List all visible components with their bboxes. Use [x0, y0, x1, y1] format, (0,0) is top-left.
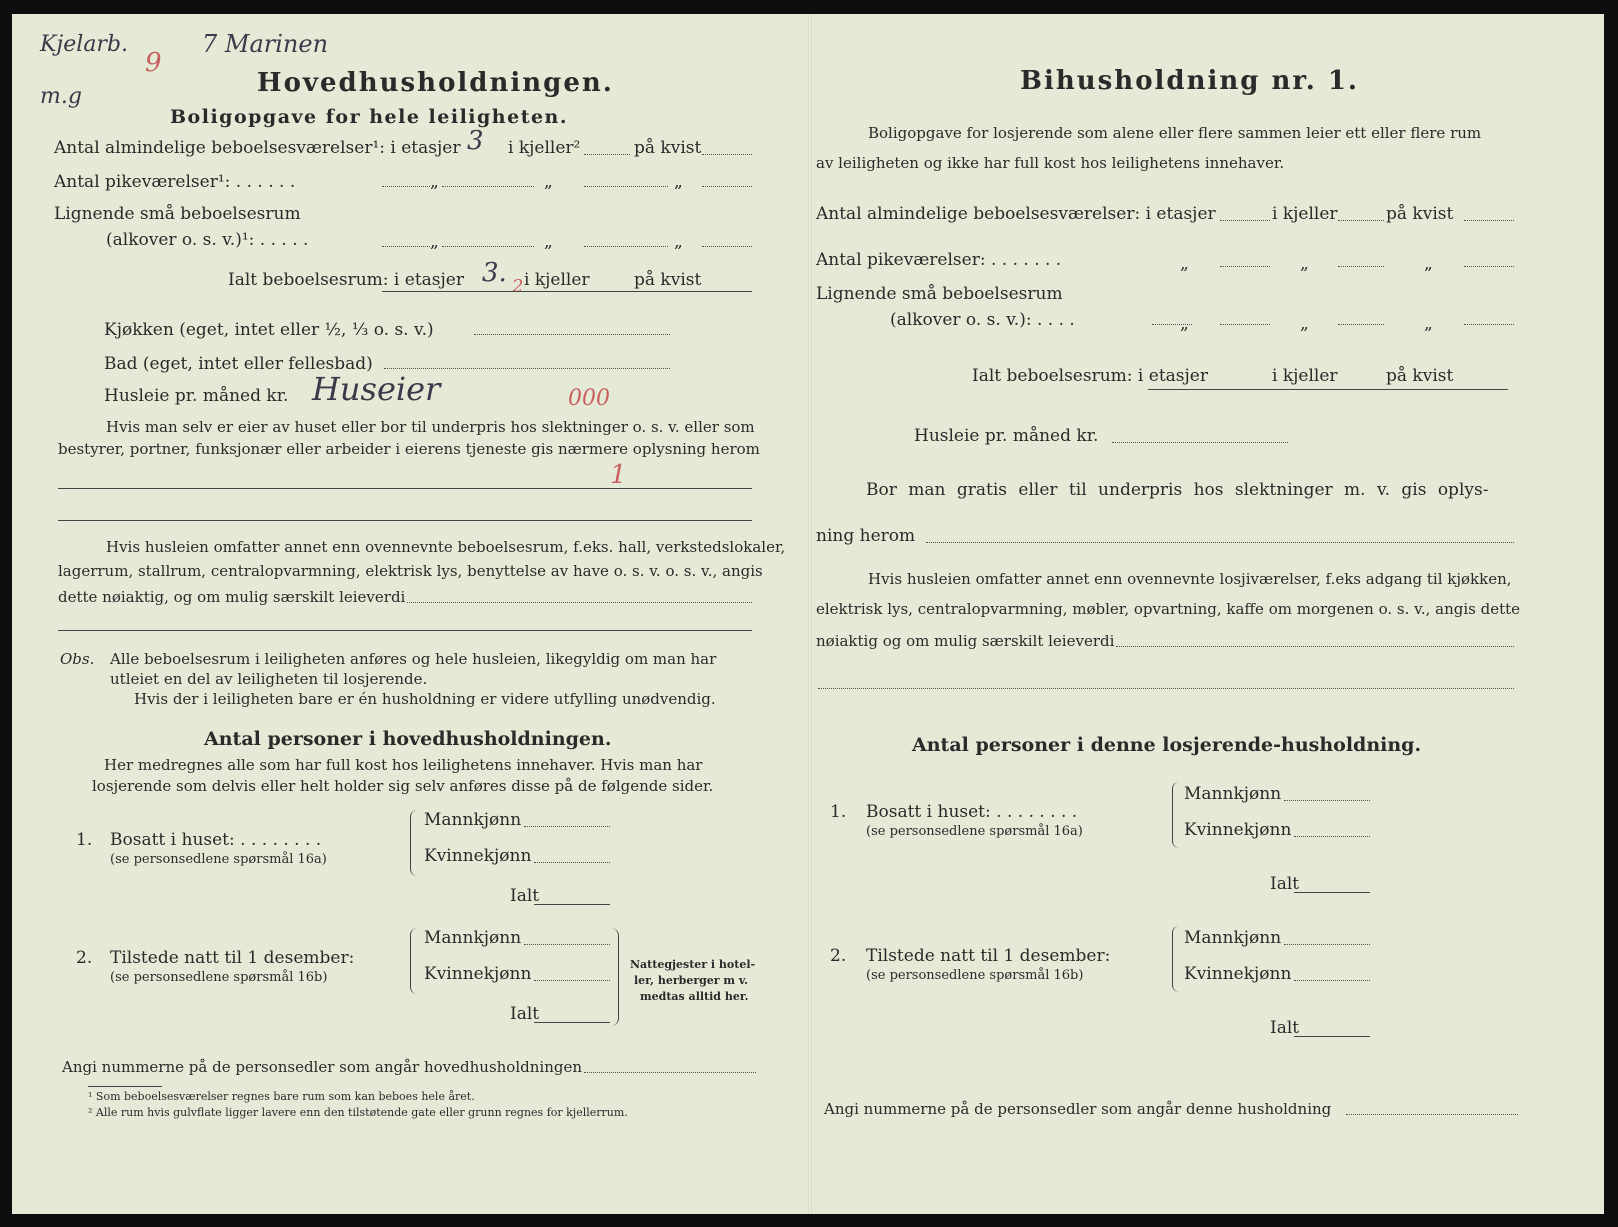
right-gratis2: ning herom	[816, 526, 916, 546]
right-angi: Angi nummerne på de personsedler som angår denne husholdning	[824, 1100, 1332, 1118]
ditto-mark: „	[1180, 314, 1189, 334]
nattegjester-note-2: ler, herberger m v.	[634, 974, 749, 987]
ditto-mark: „	[430, 232, 439, 252]
right-q1-kvinne: Kvinnekjønn	[1184, 820, 1292, 840]
handwritten-husleie: Huseier	[312, 370, 441, 408]
right-row1-kjeller: i kjeller	[1272, 204, 1338, 224]
left-hvis2b: lagerrum, stallrum, centralopvarmning, elektrisk lys, benyttelse av have o. s. v. o. s. v., angis	[58, 562, 763, 580]
nattegjester-note-3: medtas alltid her.	[640, 990, 749, 1003]
ditto-mark: „	[1424, 254, 1433, 274]
right-row3-sub: (alkover o. s. v.): . . . .	[890, 310, 1075, 330]
left-row1-kvist: på kvist	[634, 138, 702, 158]
right-q2-mann: Mannkjønn	[1184, 928, 1282, 948]
footnote-1: ¹ Som beboelsesværelser regnes bare rum som kan beboes hele året.	[88, 1090, 475, 1103]
right-intro2: av leiligheten og ikke har full kost hos leilighetens innehaver.	[816, 154, 1285, 172]
left-q1-mann: Mannkjønn	[424, 810, 522, 830]
handwritten-red-note: 000	[568, 386, 610, 411]
left-q1-ref: (se personsedlene spørsmål 16a)	[110, 852, 327, 867]
handwritten-mark: 2	[512, 276, 524, 297]
handwritten-note: 7 Marinen	[202, 30, 329, 58]
left-row2-label: Antal pikeværelser¹: . . . . . .	[54, 172, 296, 192]
right-q2-ref: (se personsedlene spørsmål 16b)	[866, 968, 1084, 983]
left-husleie: Husleie pr. måned kr.	[104, 386, 289, 406]
right-hvis1: Hvis husleien omfatter annet enn ovennevnte losjiværelser, f.eks adgang til kjøkken,	[868, 570, 1512, 588]
left-obs1: Alle beboelsesrum i leiligheten anføres og hele husleien, likegyldig om man har	[110, 650, 717, 668]
left-obs3: Hvis der i leiligheten bare er én husholdning er videre utfylling unødvendig.	[134, 690, 716, 708]
page-fold	[808, 14, 812, 1214]
right-q2-ialt: Ialt	[1270, 1018, 1300, 1038]
ditto-mark: „	[674, 172, 683, 192]
q2-number: 2.	[830, 946, 847, 966]
right-q1-label: Bosatt i huset: . . . . . . . .	[866, 802, 1078, 822]
right-row3-label: Lignende små beboelsesrum	[816, 284, 1063, 304]
handwritten-ialt-etasjer: 3.	[482, 258, 507, 288]
right-persons-title: Antal personer i denne losjerende-husholdning.	[912, 734, 1422, 756]
q1-number: 1.	[76, 830, 93, 850]
handwritten-note: Kjelarb.	[40, 32, 129, 57]
right-q1-mann: Mannkjønn	[1184, 784, 1282, 804]
handwritten-etasjer: 3	[467, 126, 484, 156]
left-subtitle: Boligopgave for hele leiligheten.	[170, 106, 568, 128]
left-q2-kvinne: Kvinnekjønn	[424, 964, 532, 984]
right-hvis2: elektrisk lys, centralopvarmning, møbler, opvartning, kaffe om morgenen o. s. v., angis dette	[816, 600, 1521, 618]
right-q2-label: Tilstede natt til 1 desember:	[866, 946, 1111, 966]
q2-number: 2.	[76, 948, 93, 968]
left-persons-p1: Her medregnes alle som har full kost hos leilighetens innehaver. Hvis man har	[104, 756, 703, 774]
left-row3-label: Lignende små beboelsesrum	[54, 204, 301, 224]
left-ialt-kvist: på kvist	[634, 270, 702, 290]
right-intro1: Boligopgave for losjerende som alene eller flere sammen leier ett eller flere rum	[868, 124, 1482, 142]
left-row1-kjeller: i kjeller²	[508, 138, 581, 158]
right-ialt-kjeller: i kjeller	[1272, 366, 1338, 386]
right-row1-label: Antal almindelige beboelsesværelser: i etasjer	[816, 204, 1216, 224]
ditto-mark: „	[1424, 314, 1433, 334]
left-row3-sub: (alkover o. s. v.)¹: . . . . .	[106, 230, 309, 250]
footnote-2: ² Alle rum hvis gulvflate ligger lavere enn den tilstøtende gate eller grunn regnes for kjellerrum.	[88, 1106, 628, 1119]
left-q1-kvinne: Kvinnekjønn	[424, 846, 532, 866]
left-bad: Bad (eget, intet eller fellesbad)	[104, 354, 373, 374]
left-q2-label: Tilstede natt til 1 desember:	[110, 948, 355, 968]
handwritten-note: m.g	[40, 84, 82, 109]
left-ialt-label: Ialt beboelsesrum: i etasjer	[228, 270, 464, 290]
right-q2-kvinne: Kvinnekjønn	[1184, 964, 1292, 984]
right-row1-kvist: på kvist	[1386, 204, 1454, 224]
right-row2-label: Antal pikeværelser: . . . . . . .	[816, 250, 1062, 270]
left-q2-ialt: Ialt	[510, 1004, 540, 1024]
ditto-mark: „	[544, 232, 553, 252]
ditto-mark: „	[1180, 254, 1189, 274]
left-hvis1a: Hvis man selv er eier av huset eller bor til underpris hos slektninger o. s. v. eller som	[106, 418, 755, 436]
left-angi: Angi nummerne på de personsedler som angår hovedhusholdningen	[62, 1058, 582, 1076]
ditto-mark: „	[1300, 314, 1309, 334]
handwritten-number: 9	[145, 48, 162, 78]
right-q1-ref: (se personsedlene spørsmål 16a)	[866, 824, 1083, 839]
left-hvis1b: bestyrer, portner, funksjonær eller arbeider i eierens tjeneste gis nærmere oplysning herom	[58, 440, 760, 458]
left-obs-label: Obs.	[60, 650, 95, 668]
ditto-mark: „	[674, 232, 683, 252]
left-ialt-kjeller: i kjeller	[524, 270, 590, 290]
left-hvis2a: Hvis husleien omfatter annet enn ovennevnte beboelsesrum, f.eks. hall, verkstedslokaler,	[106, 538, 786, 556]
ditto-mark: „	[544, 172, 553, 192]
left-hvis2c: dette nøiaktig, og om mulig særskilt leieverdi	[58, 588, 406, 606]
right-hvis3: nøiaktig og om mulig særskilt leieverdi	[816, 632, 1115, 650]
nattegjester-note-1: Nattegjester i hotel-	[630, 958, 756, 971]
right-gratis1: Bor man gratis eller til underpris hos slektninger m. v. gis oplys-	[866, 480, 1489, 500]
left-q1-ialt: Ialt	[510, 886, 540, 906]
left-persons-p2: losjerende som delvis eller helt holder sig selv anføres disse på de følgende sider.	[92, 777, 714, 795]
right-ialt-label: Ialt beboelsesrum: i etasjer	[972, 366, 1208, 386]
left-q2-mann: Mannkjønn	[424, 928, 522, 948]
ditto-mark: „	[1300, 254, 1309, 274]
left-row1-label: Antal almindelige beboelsesværelser¹: i etasjer	[54, 138, 461, 158]
left-obs2: utleiet en del av leiligheten til losjerende.	[110, 670, 428, 688]
left-kjokken: Kjøkken (eget, intet eller ½, ⅓ o. s. v.)	[104, 320, 434, 340]
left-title: Hovedhusholdningen.	[257, 68, 614, 98]
left-q1-label: Bosatt i huset: . . . . . . . .	[110, 830, 322, 850]
left-q2-ref: (se personsedlene spørsmål 16b)	[110, 970, 328, 985]
handwritten-red-mark: 1	[610, 460, 627, 490]
right-q1-ialt: Ialt	[1270, 874, 1300, 894]
census-form-sheet	[12, 14, 1604, 1214]
q1-number: 1.	[830, 802, 847, 822]
left-persons-title: Antal personer i hovedhusholdningen.	[204, 728, 612, 750]
right-ialt-kvist: på kvist	[1386, 366, 1454, 386]
right-title: Bihusholdning nr. 1.	[1020, 66, 1359, 96]
ditto-mark: „	[430, 172, 439, 192]
right-husleie: Husleie pr. måned kr.	[914, 426, 1099, 446]
